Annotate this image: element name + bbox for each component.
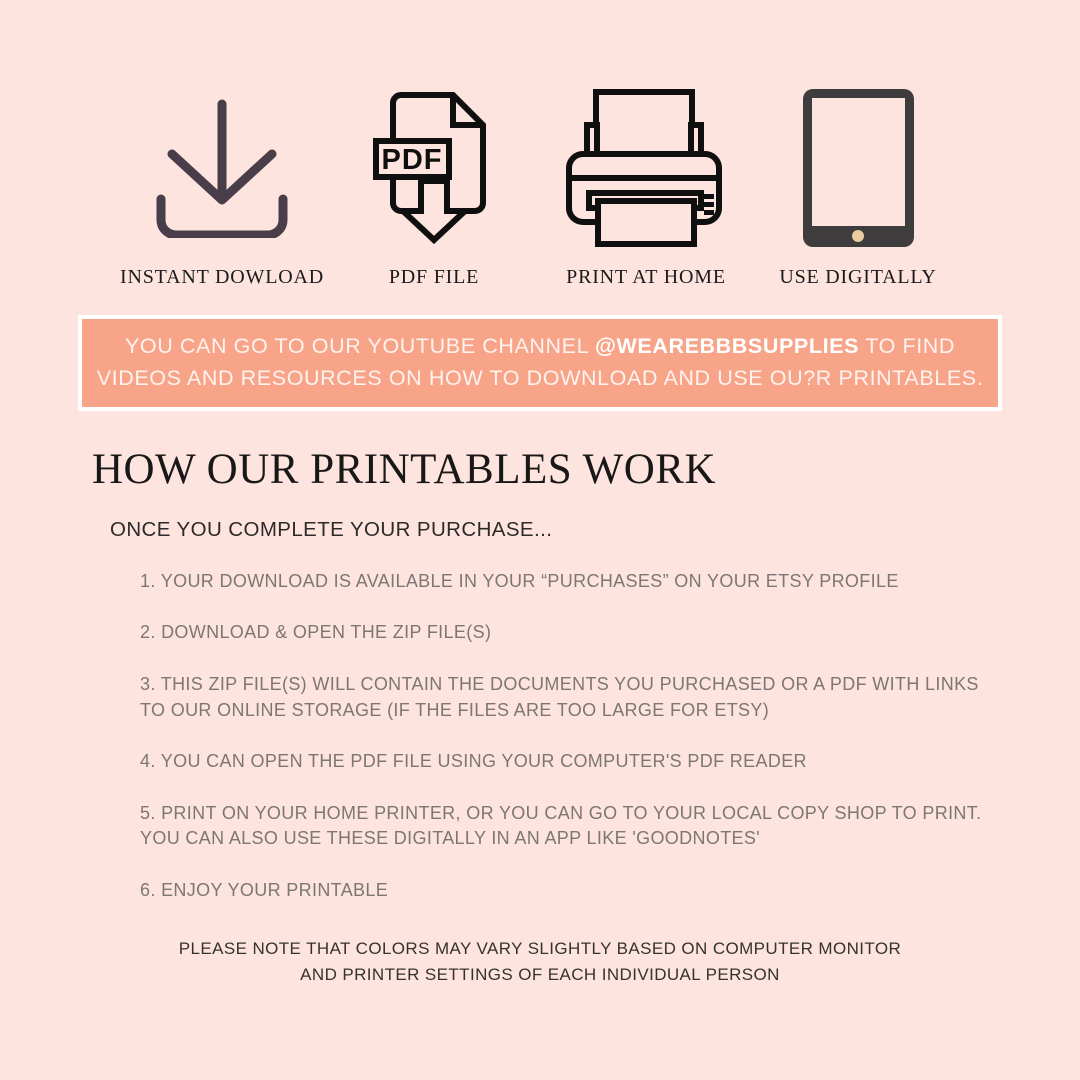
feature-label-pdf-file: PDF FILE: [388, 266, 480, 288]
steps-list: [140, 569, 1040, 903]
feature-label-instant-download: INSTANT DOWLOAD: [120, 266, 324, 288]
disclaimer-line-2: AND PRINTER SETTINGS OF EACH INDIVIDUAL PERSON: [300, 965, 780, 985]
step-3: 3. THIS ZIP FILE(S) WILL CONTAIN THE DOCUMENTS YOU PURCHASED OR A PDF WITH LINKS TO OUR ONLINE STORAGE (IF THE FILES ARE TOO LARGE FOR ETSY): [140, 674, 979, 720]
feature-instant-download: [116, 86, 328, 289]
feature-label-print-at-home: PRINT AT HOME: [566, 266, 726, 288]
step-6: 6. ENJOY YOUR PRINTABLE: [140, 879, 389, 900]
printer-icon: [562, 86, 730, 250]
banner-text-after: TO FIND: [859, 334, 956, 358]
feature-print-at-home: [540, 86, 752, 289]
color-disclaimer: [0, 936, 1080, 989]
page-title: HOW OUR PRINTABLES WORK: [92, 445, 717, 493]
feature-pdf-file: [328, 86, 540, 289]
youtube-channel-handle: @WEAREBBBSUPPLIES: [594, 334, 860, 358]
step-5: 5. PRINT ON YOUR HOME PRINTER, OR YOU CAN GO TO YOUR LOCAL COPY SHOP TO PRINT. YOU CAN ALSO USE THESE DIGITALLY IN AN APP LIKE 'GOODNOTES': [140, 802, 982, 849]
intro-text: ONCE YOU COMPLETE YOUR PURCHASE...: [110, 517, 553, 541]
banner-text-before: YOU CAN GO TO OUR YOUTUBE CHANNEL: [124, 334, 595, 358]
step-4: 4. YOU CAN OPEN THE PDF FILE USING YOUR COMPUTER'S PDF READER: [140, 751, 807, 772]
disclaimer-line-1: PLEASE NOTE THAT COLORS MAY VARY SLIGHTLY BASED ON COMPUTER MONITOR: [178, 939, 902, 958]
pdf-icon-label: PDF: [381, 144, 443, 176]
step-1: 1. YOUR DOWNLOAD IS AVAILABLE IN YOUR “PURCHASES” ON YOUR ETSY PROFILE: [140, 570, 899, 591]
banner-line-2: VIDEOS AND RESOURCES ON HOW TO DOWNLOAD AND USE OU?R PRINTABLES.: [96, 366, 984, 391]
youtube-banner: [78, 315, 1002, 411]
feature-use-digitally: [752, 86, 964, 289]
pdf-file-icon: [373, 86, 495, 250]
banner-line-1: [92, 330, 988, 362]
features-row: [0, 0, 1080, 289]
download-icon: [156, 86, 288, 250]
tablet-icon: [801, 86, 916, 250]
feature-label-use-digitally: USE DIGITALLY: [779, 266, 937, 288]
step-2: 2. DOWNLOAD & OPEN THE ZIP FILE(S): [140, 622, 492, 643]
